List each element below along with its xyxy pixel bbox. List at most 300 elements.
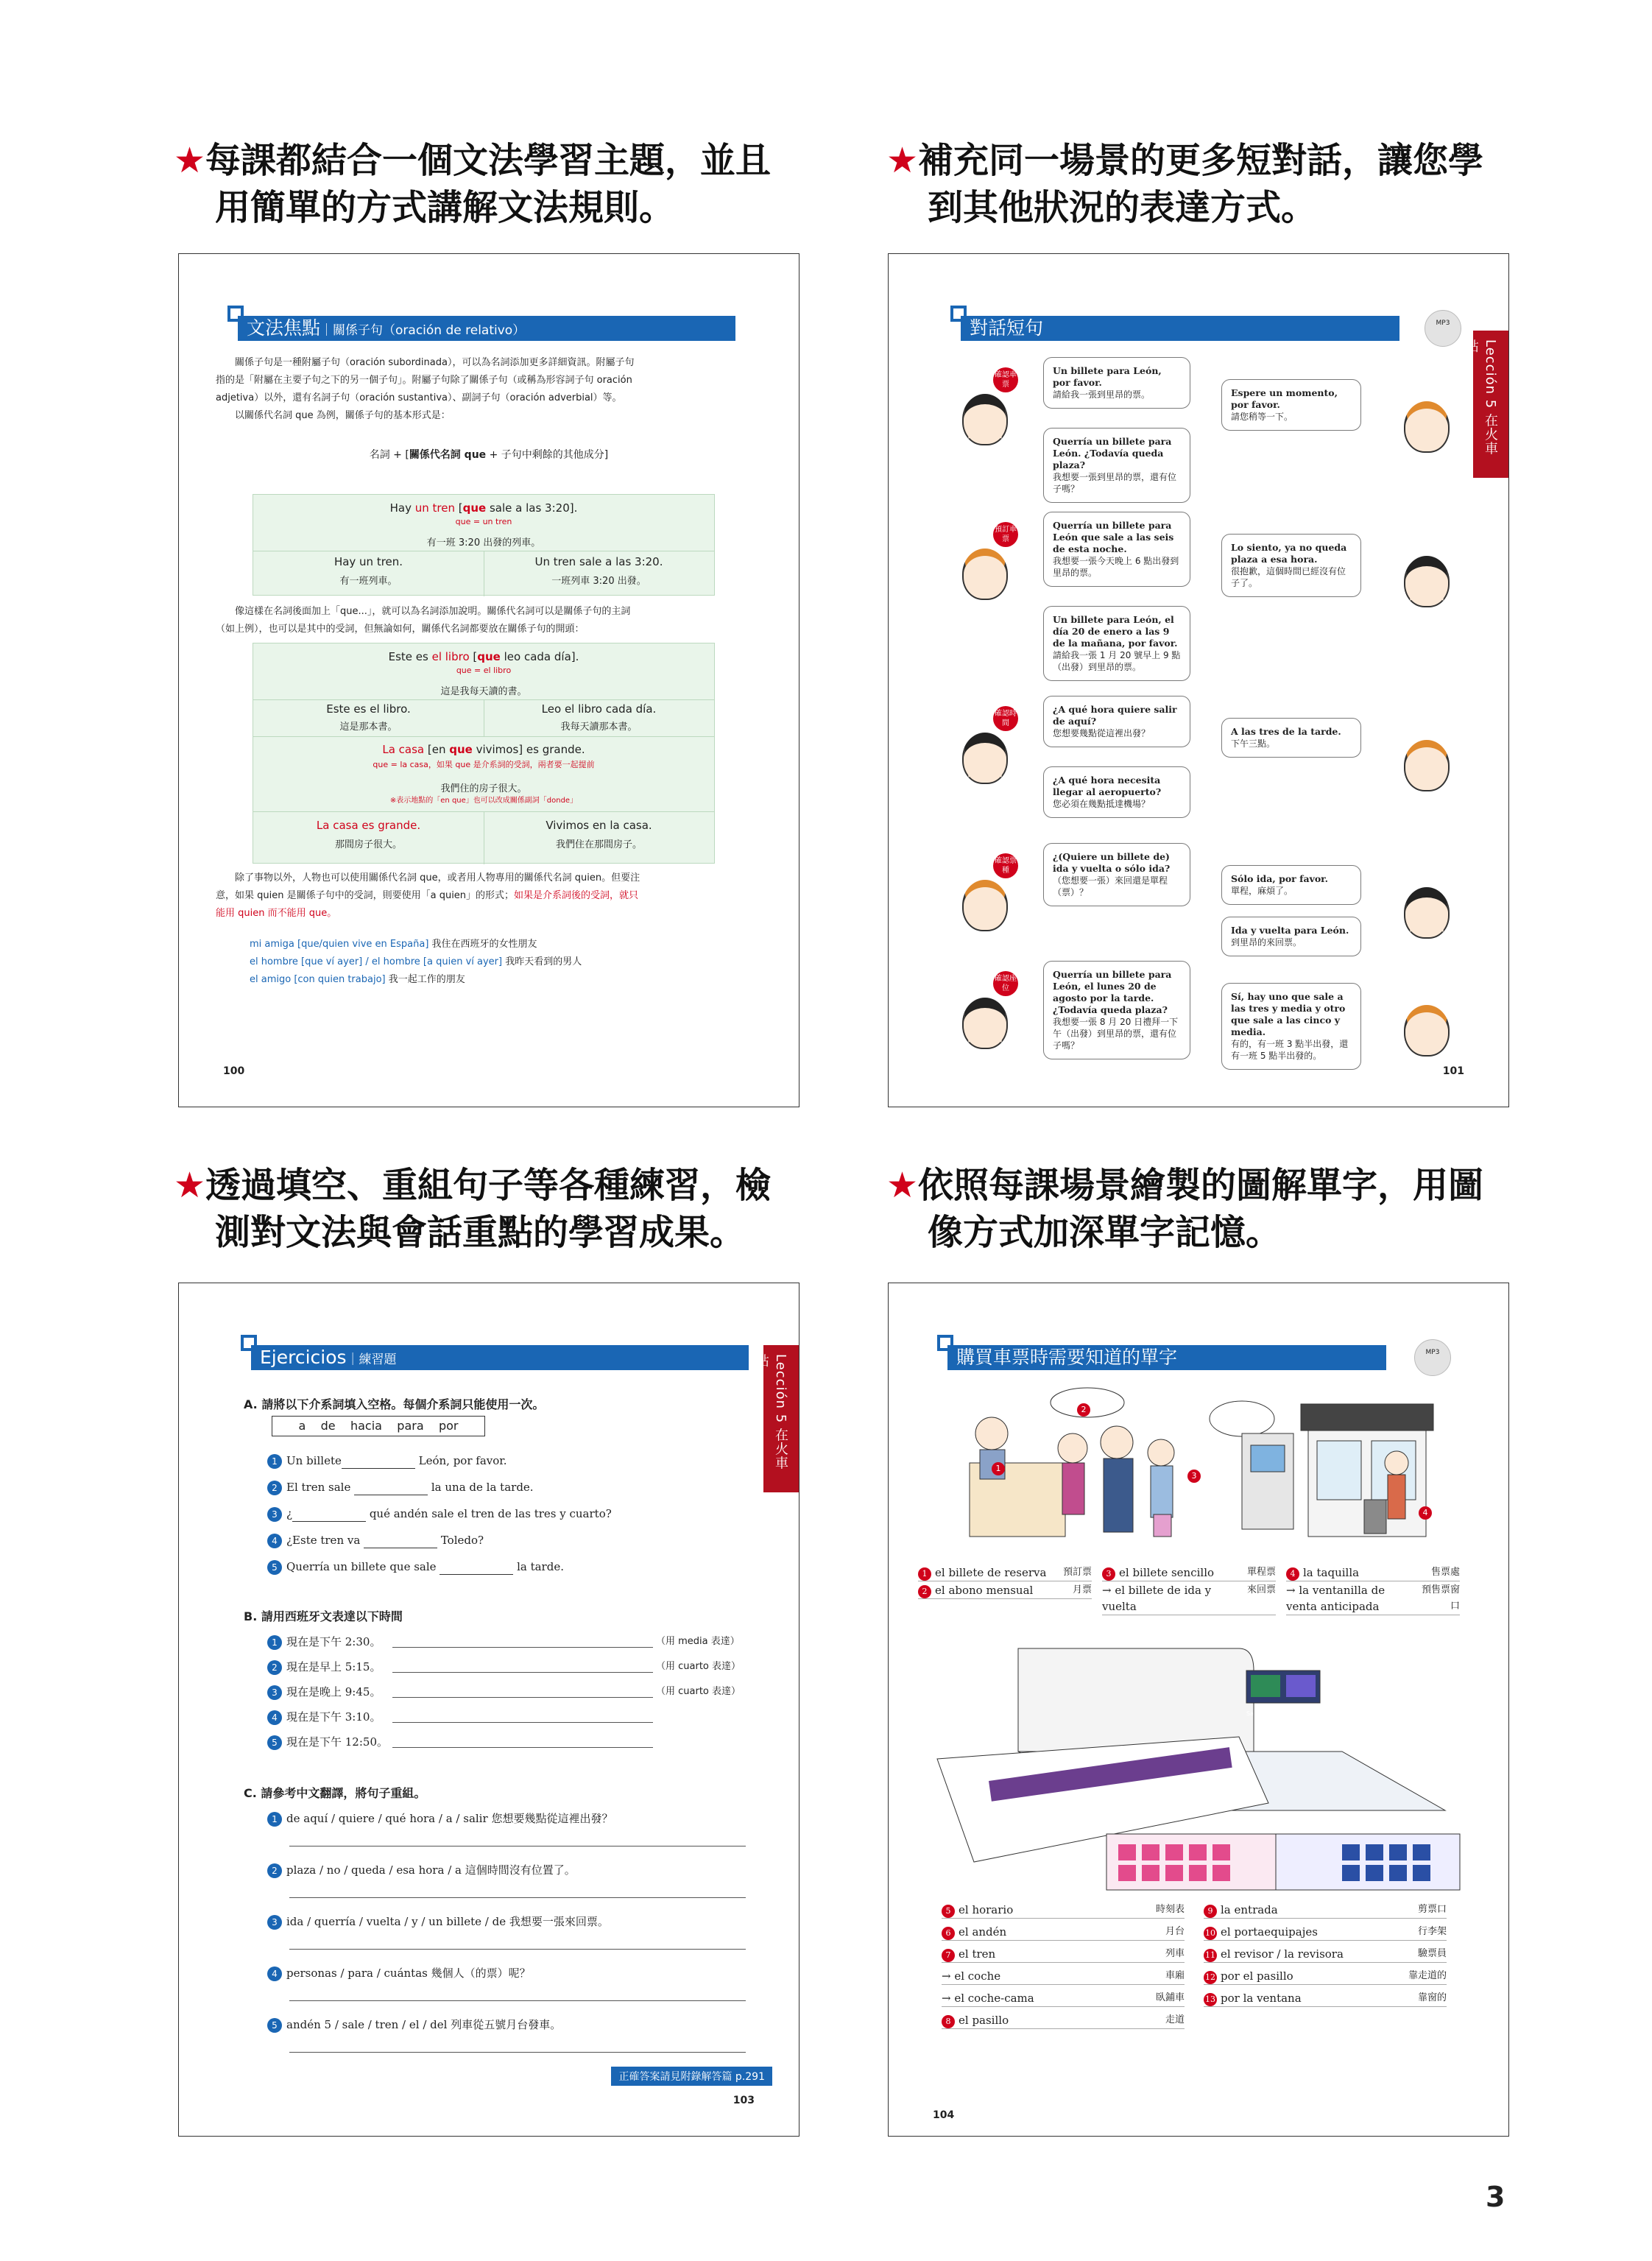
vocab-number: 11 xyxy=(1204,1949,1217,1962)
text: Este es xyxy=(388,650,432,663)
bubble-chinese: 我想要一張 8 月 20 日禮拜一下午（出發）到里昂的票，還有位子嗎？ xyxy=(1053,1017,1179,1051)
exercise-title: Ejercicios xyxy=(260,1347,347,1368)
vocab-item xyxy=(918,1582,1092,1599)
vocab-number: 1 xyxy=(918,1567,931,1581)
page-103-panel xyxy=(178,1283,799,2137)
page-number: 3 xyxy=(1486,2181,1505,2213)
dialog-topic-badge: 確認票種 xyxy=(993,853,1018,878)
vocab-number: 10 xyxy=(1204,1927,1217,1940)
exercise-c-item xyxy=(267,2017,561,2033)
vocab-spanish: 4 la taquilla xyxy=(1286,1565,1419,1581)
exercise-b-item xyxy=(267,1634,381,1650)
item-text: qué andén sale el tren de las tres y cuarto? xyxy=(366,1507,612,1520)
dialog-topic-badge: 預訂車票 xyxy=(993,522,1018,547)
character-face xyxy=(962,880,1008,931)
exercise-banner xyxy=(251,1345,749,1370)
example-translation: 這是我每天讀的書。 xyxy=(440,686,527,697)
bubble-spanish: Querría un billete para León. ¿Todavía queda plaza? xyxy=(1053,436,1172,470)
blank-field[interactable] xyxy=(354,1484,428,1495)
page-101-panel xyxy=(888,253,1509,1107)
exercise-a-item xyxy=(267,1506,612,1522)
item-text: 現在是下午 12:50。 xyxy=(286,1735,388,1749)
platform-illustration xyxy=(930,1641,1475,1899)
mp3-label: MP3 xyxy=(1436,320,1450,327)
dialog-topic-badge: 確認時間 xyxy=(993,706,1018,731)
vocab-item xyxy=(942,1902,1185,1919)
exercise-b-item xyxy=(267,1734,388,1750)
exercise-a-item xyxy=(267,1479,534,1495)
vocab-chinese: 剪票口 xyxy=(1417,1904,1447,1915)
dialog-banner xyxy=(961,316,1399,341)
heading-2 xyxy=(886,137,1483,231)
grammar-subtitle: ｜關係子句（oración de relativo） xyxy=(320,323,526,338)
example-split-left-zh: 有一班列車。 xyxy=(339,576,398,587)
grammar-intro xyxy=(216,354,775,425)
item-number: 2 xyxy=(267,1481,282,1495)
star-icon: ★ xyxy=(174,1165,206,1206)
character-face xyxy=(1404,1005,1450,1057)
character-face xyxy=(1404,556,1450,607)
vocab-spanish: 2 el abono mensual xyxy=(918,1582,1051,1598)
exercise-b-item xyxy=(267,1659,381,1675)
bubble-spanish: ¿A qué hora quiere salir de aquí? xyxy=(1053,704,1177,727)
heading-2-line-1: 補充同一場景的更多短對話，讓您學 xyxy=(918,140,1484,181)
item-text: Un billete xyxy=(286,1454,342,1467)
formula-part: + 子句中剩餘的其他成分] xyxy=(486,449,609,461)
example-sentence xyxy=(253,501,714,515)
heading-1-line-2: 用簡單的方式講解文法規則。 xyxy=(215,187,675,228)
bubble-chinese: 到里昂的來回票。 xyxy=(1231,937,1302,948)
exercise-b-item xyxy=(267,1709,381,1725)
exercise-c-item xyxy=(267,1965,531,1981)
example-translation: 有一班 3:20 出發的列車。 xyxy=(426,537,541,549)
vocab-chinese: 列車 xyxy=(1165,1948,1185,1959)
speech-bubble xyxy=(1221,917,1361,956)
blank-field[interactable] xyxy=(342,1457,415,1469)
character-face xyxy=(962,549,1008,600)
star-icon: ★ xyxy=(174,140,206,181)
bubble-chinese: 單程，麻煩了。 xyxy=(1231,886,1293,896)
bubble-chinese: 有的，有一班 3 點半出發，還有一班 5 點半出發的。 xyxy=(1231,1039,1349,1061)
item-chinese: 我想要一張來回票。 xyxy=(509,1915,609,1928)
bubble-spanish: Un billete para León, por favor. xyxy=(1053,365,1162,388)
vocab-chinese: 來回票 xyxy=(1246,1584,1276,1595)
text: que xyxy=(477,650,501,663)
bubble-spanish: Querría un billete para León que sale a las seis de esta noche. xyxy=(1053,520,1174,554)
text: el hombre [que ví ayer] / el hombre [a quien ví ayer] xyxy=(250,956,503,967)
bubble-chinese: 我想要一張到里昂的票，還有位子嗎？ xyxy=(1053,472,1177,494)
star-icon: ★ xyxy=(886,140,919,181)
mid-line: （如上例），也可以是其中的受詞，但無論如何，關係代名詞都要放在關係子句的開頭： xyxy=(216,624,585,635)
example-note: ※表示地點的「en que」也可以改成關係副詞「donde」 xyxy=(389,797,578,805)
item-spanish: personas / para / cuántas xyxy=(286,1967,431,1980)
item-text: 現在是早上 5:15。 xyxy=(286,1660,381,1673)
speech-bubble xyxy=(1043,961,1190,1059)
example-box-2 xyxy=(253,643,715,864)
text: 我昨天看到的男人 xyxy=(502,956,582,967)
speech-bubble xyxy=(1221,534,1361,597)
example-split-right: Leo el libro cada día. xyxy=(541,702,657,716)
dialog-topic-badge: 確認座位 xyxy=(993,971,1018,996)
vocab-chinese: 時刻表 xyxy=(1155,1904,1185,1915)
heading-4-line-2: 像方式加深單字記憶。 xyxy=(928,1212,1282,1253)
item-text: Querría un billete que sale xyxy=(286,1560,440,1573)
vocab-spanish: 12 por el pasillo xyxy=(1205,1969,1293,1983)
vocab-banner xyxy=(947,1345,1386,1370)
heading-3 xyxy=(174,1162,771,1256)
exercise-c-item xyxy=(267,1862,576,1878)
number-badge: 1 xyxy=(992,1462,1005,1475)
example-split-left: Este es el libro. xyxy=(326,702,411,716)
grammar-end xyxy=(216,870,775,923)
answer-line[interactable] xyxy=(289,2000,746,2001)
text: [ xyxy=(455,501,463,515)
formula-part: 關係代名詞 que xyxy=(409,449,487,461)
speech-bubble xyxy=(1221,379,1361,431)
vocab-item xyxy=(942,1990,1185,2007)
section-c-title: C. 請參考中文翻譯，將句子重組。 xyxy=(244,1786,426,1800)
bubble-spanish: Querría un billete para León, el lunes 20 de agosto por la tarde. ¿Todavía queda plaza? xyxy=(1053,969,1172,1015)
text: leo cada día]. xyxy=(500,650,579,663)
vocab-spanish: → el billete de ida y vuelta xyxy=(1102,1584,1212,1613)
vocab-chinese: 行李架 xyxy=(1417,1926,1447,1937)
text: que xyxy=(449,743,473,756)
heading-4 xyxy=(886,1162,1483,1256)
exercise-a-item xyxy=(267,1559,564,1575)
vocab-spanish: 11 el revisor / la revisora xyxy=(1205,1947,1344,1961)
item-hint: （用 cuarto 表達） xyxy=(656,1686,741,1697)
page-number-104: 104 xyxy=(933,2109,955,2121)
item-number: 2 xyxy=(267,1660,282,1675)
vocab-spanish: 9 la entrada xyxy=(1204,1902,1395,1918)
bubble-spanish: Ida y vuelta para León. xyxy=(1231,925,1349,936)
heading-3-line-2: 測對文法與會話重點的學習成果。 xyxy=(215,1212,746,1253)
bubble-chinese: 請給我一張 1 月 20 號早上 9 點（出發）到里昂的票。 xyxy=(1053,650,1181,672)
item-text: ¿Este tren va xyxy=(286,1534,364,1547)
item-spanish: ida / querría / vuelta / y / un billete / de xyxy=(286,1915,509,1928)
item-number: 5 xyxy=(267,1560,282,1575)
end-line: 能用 quien 而不能用 que。 xyxy=(216,908,337,919)
bubble-spanish: ¿(Quiere un billete de) ida y vuelta o sólo ida? xyxy=(1053,851,1171,874)
page-number-103: 103 xyxy=(733,2095,755,2106)
blank-field[interactable] xyxy=(292,1510,366,1522)
mid-line: 像這樣在名詞後面加上「que...」，就可以為名詞添加說明。關係代名詞可以是關係子句的主詞 xyxy=(235,606,631,617)
relative-examples xyxy=(250,936,780,989)
answer-line[interactable] xyxy=(392,1747,653,1748)
item-number: 1 xyxy=(267,1812,282,1827)
section-a-title: A. 請將以下介系詞填入空格。每個介系詞只能使用一次。 xyxy=(244,1397,545,1411)
vocab-spanish: 10 el portaequipajes xyxy=(1205,1925,1318,1939)
vocab-number: 6 xyxy=(942,1927,955,1940)
number-badge: 4 xyxy=(1419,1506,1432,1520)
dialog-topic-badge: 確認車票 xyxy=(993,367,1018,392)
divider xyxy=(253,736,714,737)
vocab-number: 8 xyxy=(942,2015,955,2028)
item-hint: （用 media 表達） xyxy=(656,1636,740,1647)
exercise-b-item xyxy=(267,1684,381,1700)
character-face xyxy=(962,733,1008,784)
item-text: 現在是下午 2:30。 xyxy=(286,1635,381,1648)
vocab-item xyxy=(942,1968,1185,1985)
bubble-spanish: A las tres de la tarde. xyxy=(1231,726,1341,737)
blank-field[interactable] xyxy=(364,1537,437,1548)
mp3-label: MP3 xyxy=(1425,1349,1440,1356)
vocab-item xyxy=(1102,1582,1276,1615)
vocab-number: 4 xyxy=(1286,1567,1299,1581)
text: un tren xyxy=(414,501,455,515)
bubble-spanish: Un billete para León, el día 20 de enero a las 9 de la mañana, por favor. xyxy=(1053,614,1178,649)
item-number: 4 xyxy=(267,1534,282,1548)
example-note: que = la casa，如果 que 是介系詞的受詞，兩者要一起提前 xyxy=(373,760,595,769)
bubble-spanish: Sólo ida, por favor. xyxy=(1231,873,1328,884)
marker-3 xyxy=(1187,1467,1204,1483)
vocab-spanish: 3 el billete sencillo xyxy=(1102,1565,1235,1581)
heading-1-line-1: 每課都結合一個文法學習主題，並且 xyxy=(205,140,772,181)
marker-4 xyxy=(1419,1504,1436,1520)
text: vivimos] es grande. xyxy=(472,743,585,756)
item-hint: （用 cuarto 表達） xyxy=(656,1661,741,1672)
item-chinese: 這個時間沒有位置了。 xyxy=(465,1863,576,1877)
exercise-c-item xyxy=(267,1810,613,1827)
text: 我住在西班牙的女性朋友 xyxy=(428,939,537,950)
speech-bubble xyxy=(1043,428,1190,503)
vocab-spanish: 8 el pasillo xyxy=(942,2012,1133,2028)
answer-line[interactable] xyxy=(289,1897,746,1898)
bubble-spanish: ¿A qué hora necesita llegar al aeropuerto? xyxy=(1053,775,1162,797)
bubble-chinese: 我想要一張今天晚上 6 點出發到里昂的票。 xyxy=(1053,556,1179,578)
vocab-item xyxy=(1204,1946,1447,1963)
item-number: 3 xyxy=(267,1685,282,1700)
text: mi amiga [que/quien vive en España] xyxy=(250,939,429,950)
vocab-chinese: 單程票 xyxy=(1246,1567,1276,1578)
word-bank: a de hacia para por xyxy=(272,1416,485,1436)
section-b-title: B. 請用西班牙文表達以下時間 xyxy=(244,1609,403,1623)
example-split-right-zh: 我每天讀那本書。 xyxy=(560,722,638,733)
bubble-chinese: 很抱歉，這個時間已經沒有位子了。 xyxy=(1231,566,1346,588)
bubble-spanish: Espere un momento, por favor. xyxy=(1231,387,1338,410)
departure-board-label: Salidas Llegadas xyxy=(1246,1710,1296,1717)
vocab-title: 購買車票時需要知道的單字 xyxy=(956,1347,1178,1368)
item-chinese: 列車從五號月台發車。 xyxy=(451,2018,562,2031)
item-spanish: andén 5 / sale / tren / el / del xyxy=(286,2018,451,2031)
text: el amigo [con quien trabajo] xyxy=(250,974,386,985)
vocab-chinese: 靠窗的 xyxy=(1417,1992,1447,2003)
speech-bubble xyxy=(1221,983,1361,1070)
dialog-title: 對話短句 xyxy=(970,317,1044,339)
text: que xyxy=(462,501,487,515)
item-number: 4 xyxy=(267,1967,282,1981)
vocab-chinese: 預訂票 xyxy=(1062,1567,1092,1578)
item-text: la tarde. xyxy=(513,1560,564,1573)
example-split-right-zh: 我們住在那間房子。 xyxy=(555,839,642,850)
intro-line: adjetiva）以外，還有名詞子句（oración sustantiva）、副詞子句（oración adverbial）等。 xyxy=(216,392,622,403)
number-badge: 2 xyxy=(1077,1403,1090,1417)
text: 意，如果 quien 是關係子句中的受詞，則要使用「a quien」的形式； xyxy=(216,890,515,901)
vocab-number: 3 xyxy=(1102,1567,1115,1581)
page-number-100: 100 xyxy=(223,1065,245,1077)
example-translation: 我們住的房子很大。 xyxy=(440,783,527,794)
answer-line[interactable] xyxy=(392,1647,653,1648)
item-number: 5 xyxy=(267,1735,282,1750)
answer-reference: 正確答案請見附錄解答篇 p.291 xyxy=(611,2067,772,2086)
text: 我一起工作的朋友 xyxy=(385,974,465,985)
lesson-side-tab: Lección 5 在火車站 xyxy=(763,1345,799,1492)
vocab-item xyxy=(1204,1902,1447,1919)
exercise-subtitle: ｜練習題 xyxy=(346,1352,397,1367)
example-split-left: Hay un tren. xyxy=(333,555,403,568)
vocab-spanish: 6 el andén xyxy=(942,1924,1133,1940)
exercise-a-item xyxy=(267,1453,507,1469)
vocab-chinese: 靠走道的 xyxy=(1408,1970,1447,1981)
text: el libro xyxy=(431,650,470,663)
character-face xyxy=(1404,740,1450,791)
item-text: la una de la tarde. xyxy=(428,1481,534,1494)
vocab-number: 7 xyxy=(942,1949,955,1962)
bubble-chinese: 下午三點。 xyxy=(1231,738,1276,749)
example-sentence xyxy=(253,742,714,757)
bubble-chinese: （您想要一張）來回還是單程（票）？ xyxy=(1053,875,1168,897)
vocab-chinese: 車廂 xyxy=(1165,1970,1185,1981)
vocab-chinese: 臥鋪車 xyxy=(1155,1992,1185,2003)
example-note: que = un tren xyxy=(455,517,512,526)
vocab-item xyxy=(1286,1565,1460,1581)
vocab-spanish: → el coche xyxy=(942,1969,1001,1983)
star-icon: ★ xyxy=(886,1165,919,1206)
answer-line[interactable] xyxy=(392,1697,653,1698)
example-box-1 xyxy=(253,494,715,596)
example-split-right-zh: 一班列車 3:20 出發。 xyxy=(551,576,646,587)
speech-bubble xyxy=(1043,843,1190,906)
formula xyxy=(179,447,799,462)
vocab-number: 5 xyxy=(942,1905,955,1918)
vocab-chinese: 月台 xyxy=(1165,1926,1185,1937)
text: La casa xyxy=(382,743,425,756)
vocab-item xyxy=(942,1924,1185,1941)
grammar-title: 文法焦點 xyxy=(247,317,321,339)
item-number: 2 xyxy=(267,1863,282,1878)
bubble-spanish: Lo siento, ya no queda plaza a esa hora. xyxy=(1231,542,1347,565)
item-chinese: 幾個人（的票）呢？ xyxy=(431,1967,531,1980)
answer-line[interactable] xyxy=(392,1672,653,1673)
item-text: El tren sale xyxy=(286,1481,355,1494)
example-split-left: La casa es grande. xyxy=(316,819,421,832)
vocab-item xyxy=(918,1565,1092,1581)
page-104-panel xyxy=(888,1283,1509,2137)
item-text: León, por favor. xyxy=(414,1454,507,1467)
vocab-spanish: 13 por la ventana xyxy=(1205,1992,1302,2005)
character-face xyxy=(1404,401,1450,453)
vocab-item xyxy=(1204,1924,1447,1941)
blank-field[interactable] xyxy=(440,1563,513,1575)
mp3-icon xyxy=(1425,310,1461,347)
vocab-number: 9 xyxy=(1204,1905,1217,1918)
vocab-spanish: 7 el tren xyxy=(942,1946,1133,1962)
vocab-item xyxy=(1286,1582,1460,1615)
heading-3-line-1: 透過填空、重組句子等各種練習，檢 xyxy=(205,1165,772,1206)
speech-bubble xyxy=(1043,512,1190,587)
item-number: 4 xyxy=(267,1710,282,1725)
number-badge: 3 xyxy=(1187,1470,1201,1483)
vocab-item xyxy=(942,2012,1185,2029)
page-100-panel xyxy=(178,253,799,1107)
text: [en xyxy=(424,743,450,756)
text: [ xyxy=(469,650,478,663)
item-spanish: plaza / no / queda / esa hora / a xyxy=(286,1863,465,1877)
item-number: 5 xyxy=(267,2018,282,2033)
grammar-middle xyxy=(216,603,775,638)
marker-1 xyxy=(992,1460,1009,1475)
vocab-number: 13 xyxy=(1204,1993,1217,2006)
heading-4-line-1: 依照每課場景繪製的圖解單字，用圖 xyxy=(918,1165,1484,1206)
item-number: 1 xyxy=(267,1454,282,1469)
vocab-chinese: 月票 xyxy=(1072,1584,1092,1595)
item-number: 3 xyxy=(267,1915,282,1930)
text: sale a las 3:20]. xyxy=(486,501,578,515)
speech-bubble xyxy=(1043,696,1190,747)
vocab-chinese: 預售票窗口 xyxy=(1421,1584,1460,1612)
text: Hay xyxy=(389,501,415,515)
intro-line: 指的是「附屬在主要子句之下的另一個子句」。附屬子句除了關係子句（或稱為形容詞子句 oración xyxy=(216,375,632,386)
speech-bubble xyxy=(1043,766,1190,818)
speech-bubble xyxy=(1043,357,1190,409)
example-split-right: Un tren sale a las 3:20. xyxy=(534,555,663,568)
vocab-number: 2 xyxy=(918,1585,931,1598)
item-chinese: 您想要幾點從這裡出發？ xyxy=(491,1812,613,1825)
vocab-item xyxy=(1204,1968,1447,1985)
speech-bubble xyxy=(1043,606,1190,681)
vocab-spanish: 1 el billete de reserva xyxy=(918,1565,1051,1581)
item-number: 1 xyxy=(267,1635,282,1650)
answer-line[interactable] xyxy=(289,2052,746,2053)
vocab-chinese: 售票處 xyxy=(1430,1567,1460,1578)
marker-2 xyxy=(1077,1401,1094,1417)
mp3-icon xyxy=(1414,1339,1451,1376)
vocab-spanish: 5 el horario xyxy=(942,1902,1133,1918)
intro-line: 關係子句是一種附屬子句（oración subordinada），可以為名詞添加更多詳細資訊。附屬子句 xyxy=(235,357,635,368)
page-number-101: 101 xyxy=(1442,1065,1464,1077)
example-split-left-zh: 那間房子很大。 xyxy=(334,839,402,850)
vocab-number: 12 xyxy=(1204,1971,1217,1984)
exercise-c-item xyxy=(267,1913,609,1930)
heading-1 xyxy=(174,137,771,231)
exercise-a-item xyxy=(267,1532,484,1548)
character-face xyxy=(1404,887,1450,939)
vocab-item xyxy=(1102,1565,1276,1581)
vocab-spanish: → el coche-cama xyxy=(942,1992,1034,2005)
answer-line[interactable] xyxy=(289,1949,746,1950)
character-face xyxy=(962,394,1008,445)
item-text: Toledo? xyxy=(437,1534,484,1547)
bubble-chinese: 請您稍等一下。 xyxy=(1231,412,1293,422)
item-spanish: de aquí / quiere / qué hora / a / salir xyxy=(286,1812,492,1825)
grammar-banner xyxy=(238,316,735,341)
speech-bubble xyxy=(1221,718,1361,758)
vocab-spanish: → la ventanilla de venta anticipada xyxy=(1286,1584,1386,1613)
answer-line[interactable] xyxy=(392,1722,653,1723)
end-line: 除了事物以外，人物也可以使用關係代名詞 que，或者用人物專用的關係代名詞 quien。但要注 xyxy=(235,872,640,883)
vocab-chinese: 驗票員 xyxy=(1417,1948,1447,1959)
example-split-left-zh: 這是那本書。 xyxy=(339,722,398,733)
vocab-item xyxy=(1204,1990,1447,2007)
example-note: que = el libro xyxy=(456,666,512,675)
speech-bubble xyxy=(1221,865,1361,905)
formula-part: 名詞 + [ xyxy=(369,449,409,461)
vocab-chinese: 走道 xyxy=(1165,2014,1185,2025)
item-text: ¿ xyxy=(286,1507,293,1520)
item-text: 現在是下午 3:10。 xyxy=(286,1710,381,1724)
lesson-side-tab: Lección 5 在火車站 xyxy=(1473,331,1508,478)
ticket-office-illustration xyxy=(933,1382,1448,1544)
